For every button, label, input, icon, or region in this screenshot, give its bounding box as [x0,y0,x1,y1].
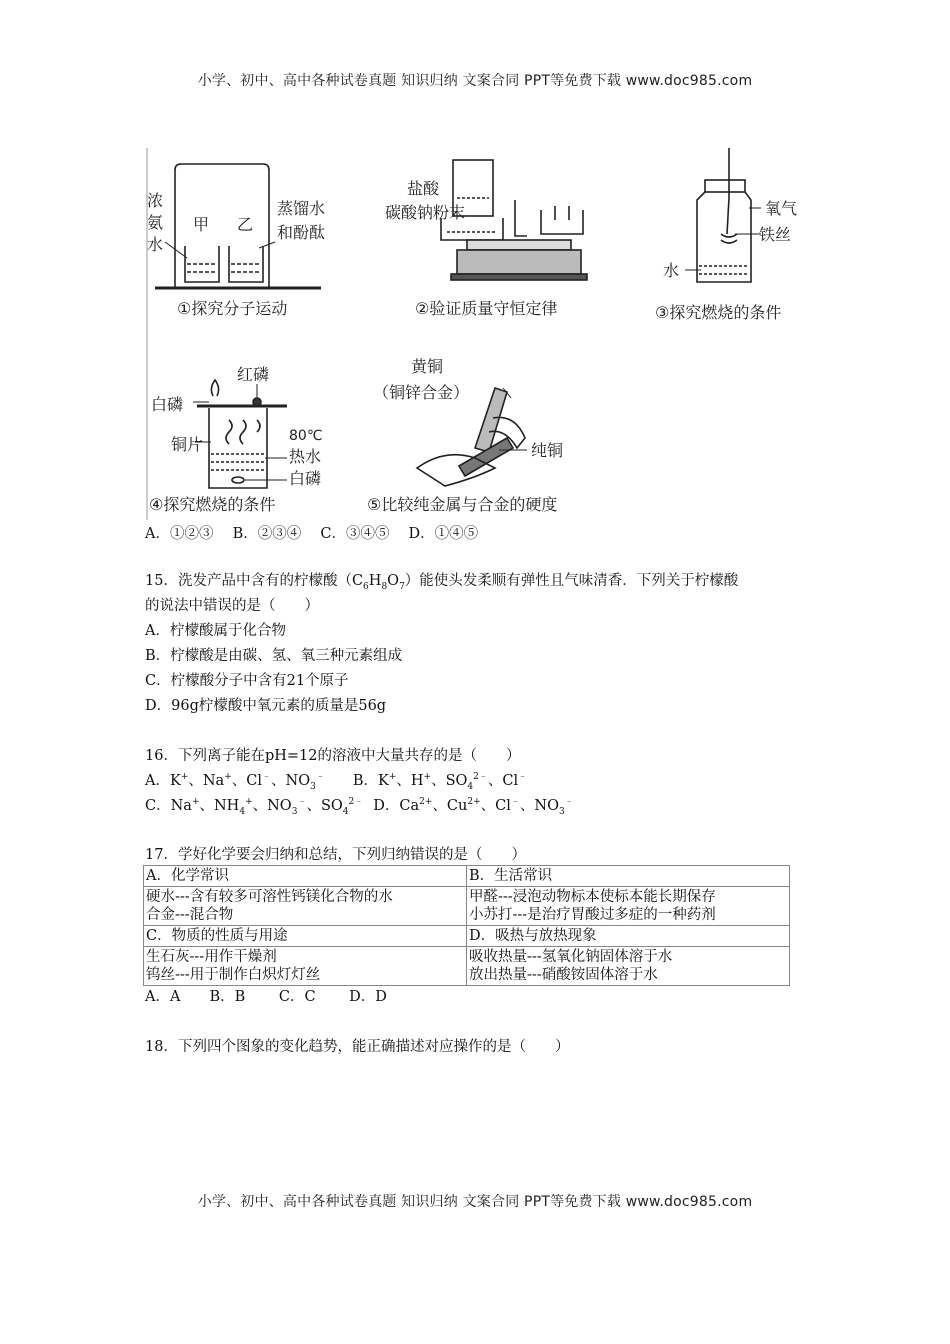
q15-option-a: A．柠檬酸属于化合物 [145,623,286,639]
q16-b-so4-charge: 2﹣ [473,772,488,783]
q16-d-no3-charge: ﹣ [564,797,574,808]
q17-c-item-2: 钨丝---用于制作白炽灯灯丝 [146,967,321,983]
q16-b-cl-charge: ﹣ [518,772,528,783]
q16-d-cl-charge: ﹣ [510,797,520,808]
exp4-label-temp: 80℃ [289,428,323,444]
exp4-label-copper: 铜片 [171,435,204,454]
q16-d-cu: 、Cu [432,798,468,814]
exp4-label-red-p: 红磷 [237,365,270,384]
q16-c-no3: 、NO [252,798,292,814]
q15-stem-line2: 的说法中错误的是（ ） [145,598,319,614]
q16-c-no3-sub: 3 [291,806,298,817]
q16-a-na: 、Na [188,773,225,789]
exp3-label-wire: 铁丝 [759,225,792,244]
q17-c-item-1: 生石灰---用作干燥剂 [146,949,277,965]
q16-a-no3-sub: 3 [310,781,316,792]
q17-d-item-1: 吸收热量---氢氧化钠固体溶于水 [469,949,673,965]
q15-sub-o: 7 [399,581,405,592]
exp1-label-phenol: 和酚酞 [277,223,326,242]
page-footer: 小学、初中、高中各种试卷真题 知识归纳 文案合同 PPT等免费下载 www.doc985.com [197,1194,753,1210]
q16-option-c [145,797,364,817]
q16-c-na-charge: + [191,797,200,808]
exp3-label-water: 水 [663,261,680,280]
q17-cell-d-title: D．吸热与放热现象 [467,926,790,947]
exp1-label-ammonia-3: 水 [147,235,164,254]
q16-a-no3-charge: ﹣ [315,772,325,783]
exp1-label-yi: 乙 [237,215,254,234]
exp5-apparatus [417,388,527,486]
q16-c-so4: 、SO [306,798,343,814]
q15-stem-line1 [145,569,738,592]
exp3-apparatus [685,148,761,282]
exp5-label-brass-note: （铜锌合金） [373,383,470,402]
exp4-label-hot-water: 热水 [289,447,322,466]
q17-table [143,865,790,986]
q16-c-nh4-charge: + [245,797,253,808]
q15-option-d: D．96g柠檬酸中氧元素的质量是56g [145,698,387,714]
q17-cell-a-title: A．化学常识 [144,866,467,887]
q17-table-row [144,926,790,947]
exp2-caption: ②验证质量守恒定律 [415,299,558,318]
q15-option-b: B．柠檬酸是由碳、氢、氧三种元素组成 [145,648,403,664]
q16-b-label: B． [352,773,378,789]
exp5-label-pure-cu: 纯铜 [531,441,564,460]
q18-stem: 18．下列四个图象的变化趋势，能正确描述对应操作的是（ ） [145,1039,570,1055]
q16-option-a [145,772,325,792]
q16-option-d [373,797,574,817]
q15-sub-h: 8 [381,581,388,592]
q17-table-row [144,947,790,986]
q15-stem-a: 15．洗发产品中含有的柠檬酸（C [145,573,364,589]
q17-options: A．A B．B C．C D．D [145,989,387,1005]
exp1-label-water: 蒸馏水 [277,199,326,218]
q17-cell-b-body [467,887,790,926]
exp1-label-jia: 甲 [193,215,210,234]
exp4-caption: ④探究燃烧的条件 [149,495,276,514]
q17-b-item-2: 小苏打---是治疗胃酸过多症的一种药剂 [469,907,716,923]
q14-options: A．①②③ B．②③④ C．③④⑤ D．①④⑤ [145,526,479,542]
q17-d-item-2: 放出热量---硝酸铵固体溶于水 [469,967,658,983]
experiment-figure [145,148,815,520]
exp4-label-white-p-top: 白磷 [151,395,184,414]
q16-d-ca: Ca [399,798,420,814]
q17-cell-c-title: C．物质的性质与用途 [144,926,467,947]
q17-b-item-1: 甲醛---浸泡动物标本使标本能长期保存 [469,889,716,905]
q15-stem-b: ）能使头发柔顺有弹性且气味清香．下列关于柠檬酸 [404,573,739,589]
q16-b-so4-sub: 4 [467,781,474,792]
q16-d-no3-sub: 3 [558,806,565,817]
exp2-label-powder: 碳酸钠粉末 [385,203,466,222]
exp4-label-white-p-bottom: 白磷 [289,469,322,488]
exp5-label-brass: 黄铜 [411,357,444,376]
q17-table-row [144,887,790,926]
q15-sym-h: H [368,573,382,589]
q17-cell-b-title: B．生活常识 [467,866,790,887]
q16-c-no3-charge: ﹣ [297,797,307,808]
q16-option-b [352,772,528,792]
q16-d-cu-charge: 2+ [467,797,481,808]
q17-a-item-2: 合金---混合物 [146,907,234,923]
q17-cell-d-body [467,947,790,986]
q17-stem: 17．学好化学要会归纳和总结，下列归纳错误的是（ ） [145,847,526,863]
q16-c-nh4-sub: 4 [239,806,246,817]
exp3-caption: ③探究燃烧的条件 [655,303,782,322]
exp2-label-acid: 盐酸 [407,179,440,198]
q16-a-cl: 、Cl [231,773,262,789]
q15-sub-c: 6 [363,581,369,592]
q16-b-h-charge: + [423,772,432,783]
q16-c-label: C． [145,798,171,814]
q16-options-row1 [145,769,527,792]
q16-b-k-charge: + [388,772,397,783]
q16-c-so4-charge: 2﹣ [348,797,364,808]
q17-cell-c-body [144,947,467,986]
q16-a-label: A． [145,773,170,789]
q16-a-cl-charge: ﹣ [262,772,272,783]
q16-a-k: K [169,773,181,789]
q15-sym-o: O [387,573,400,589]
page-header: 小学、初中、高中各种试卷真题 知识归纳 文案合同 PPT等免费下载 www.doc985.com [197,73,753,89]
q17-a-item-1: 硬水---含有较多可溶性钙镁化合物的水 [146,889,393,905]
q16-c-na: Na [170,798,192,814]
q15-option-c: C．柠檬酸分子中含有21个原子 [145,673,349,689]
q16-a-na-charge: + [224,772,232,783]
exp1-caption: ①探究分子运动 [177,299,288,318]
q16-b-h: 、H [396,773,424,789]
q16-d-no3: 、NO [519,798,559,814]
q16-a-k-charge: + [180,772,189,783]
q17-table-row [144,866,790,887]
q16-a-no3: 、NO [271,773,311,789]
q16-d-ca-charge: 2+ [419,797,433,808]
exp1-label-ammonia-1: 浓 [147,191,164,210]
exp4-apparatus [193,380,287,488]
exp1-label-ammonia-2: 氨 [147,213,164,232]
q16-stem: 16．下列离子能在pH=12的溶液中大量共存的是（ ） [145,748,521,764]
q16-d-cl: 、Cl [480,798,511,814]
q16-options-row2 [145,794,574,817]
q17-cell-a-body [144,887,467,926]
q16-b-so4: 、SO [431,773,468,789]
exp5-caption: ⑤比较纯金属与合金的硬度 [367,495,558,514]
q16-b-cl: 、Cl [487,773,519,789]
q16-d-label: D． [373,798,400,814]
q16-c-nh4: 、NH [199,798,240,814]
exp3-label-oxygen: 氧气 [765,199,798,218]
q16-c-so4-sub: 4 [342,806,349,817]
q16-b-k: K [378,773,389,789]
